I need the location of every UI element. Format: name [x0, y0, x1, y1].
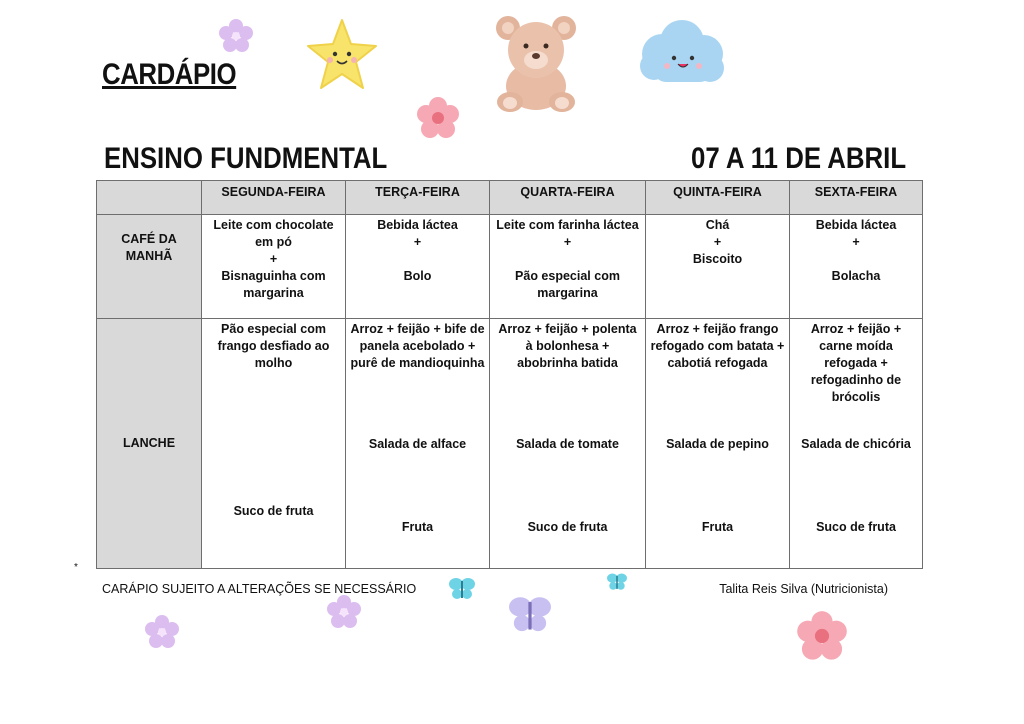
menu-cell: [490, 319, 646, 569]
drink: Suco de fruta: [527, 520, 608, 534]
pink-flower-icon: [416, 96, 460, 140]
dessert: Fruta: [401, 520, 434, 534]
main-dish: Arroz + feijão + carne moída refogada + refogadinho de brócolis: [810, 322, 902, 404]
lilac-flower-icon: [326, 594, 362, 630]
row-label-snack: LANCHE: [97, 319, 202, 569]
menu-cell: Leite com chocolate em pó + Bisnaguinha com margarina: [202, 215, 346, 319]
star-icon: [306, 16, 378, 94]
butterfly-icon: [448, 576, 476, 602]
lilac-flower-icon: [218, 18, 254, 54]
salad: Salada de alface: [368, 437, 467, 451]
asterisk-mark: *: [74, 562, 78, 573]
footer-author: Talita Reis Silva (Nutricionista): [719, 582, 888, 596]
salad: Salada de chicória: [801, 437, 911, 451]
menu-cell: Leite com farinha láctea + Pão especial com margarina: [490, 215, 646, 319]
salad: Salada de pepino: [666, 437, 769, 451]
row-label-breakfast: CAFÉ DA MANHÃ: [97, 215, 202, 319]
day-header: QUINTA-FEIRA: [646, 181, 790, 215]
day-header: SEGUNDA-FEIRA: [202, 181, 346, 215]
cloud-icon: [634, 14, 728, 88]
section-subtitle: ENSINO FUNDMENTAL: [104, 142, 388, 175]
menu-cell: [346, 319, 490, 569]
menu-cell: [646, 319, 790, 569]
drink: Suco de fruta: [233, 504, 314, 518]
salad: Salada de tomate: [516, 437, 619, 451]
footer-note: CARÁPIO SUJEITO A ALTERAÇÕES SE NECESSÁRIO: [102, 582, 417, 596]
lilac-flower-icon: [144, 614, 180, 650]
table-row: [97, 319, 923, 569]
day-header: QUARTA-FEIRA: [490, 181, 646, 215]
page-title: CARDÁPIO: [102, 58, 237, 91]
menu-cell: Bebida láctea + Bolo: [346, 215, 490, 319]
teddy-bear-icon: [490, 12, 582, 114]
day-header: SEXTA-FEIRA: [790, 181, 923, 215]
table-row: [97, 215, 923, 319]
main-dish: Arroz + feijão + polenta à bolonhesa + abobrinha batida: [498, 322, 637, 370]
pink-flower-icon: [794, 610, 850, 662]
menu-table: [96, 180, 923, 569]
table-header-row: [97, 181, 923, 215]
corner-cell: [97, 181, 202, 215]
butterfly-icon: [506, 594, 554, 636]
menu-cell: [202, 319, 346, 569]
main-dish: Arroz + feijão frango refogado com batata + cabotiá refogada: [650, 322, 785, 370]
day-header: TERÇA-FEIRA: [346, 181, 490, 215]
date-range: 07 A 11 DE ABRIL: [690, 142, 906, 175]
menu-cell: Bebida láctea + Bolacha: [790, 215, 923, 319]
menu-cell: [790, 319, 923, 569]
butterfly-icon: [606, 572, 628, 592]
main-dish: Arroz + feijão + bife de panela acebolado + purê de mandioquinha: [350, 322, 485, 370]
main-dish: Pão especial com frango desfiado ao molho: [217, 322, 330, 370]
drink: Suco de fruta: [816, 520, 896, 534]
dessert: Fruta: [701, 520, 734, 534]
menu-cell: Chá + Biscoito: [646, 215, 790, 319]
